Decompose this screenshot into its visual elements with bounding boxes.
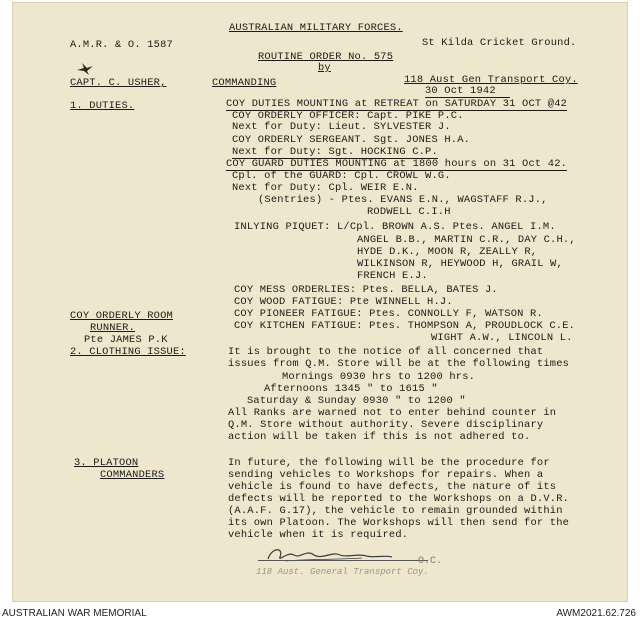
duty-line: Next for Duty: Sgt. HOCKING C.P. — [232, 146, 438, 158]
duty-line: Next for Duty: Lieut. SYLVESTER J. — [232, 121, 451, 133]
duty-line: HYDE D.K., MOON R, ZEALLY R, — [357, 246, 538, 258]
platoon-line: vehicle is found to have defects, the nature of its — [228, 481, 557, 493]
platoon-heading: 3. PLATOON — [74, 457, 139, 469]
duty-line: COY KITCHEN FATIGUE: Ptes. THOMPSON A, PROUDLOCK C.E. — [234, 320, 576, 332]
hand-mark-icon — [76, 62, 94, 76]
runner-label-2: RUNNER. — [90, 322, 136, 334]
order-date: 30 Oct 1942 — [425, 86, 510, 98]
duty-line: ANGEL B.B., MARTIN C.R., DAY C.H., — [357, 234, 576, 246]
footer-accession: AWM2021.62.726 — [556, 608, 636, 619]
platoon-heading-2: COMMANDERS — [100, 469, 165, 481]
platoon-line: In future, the following will be the procedure for — [228, 457, 550, 469]
duty-line: COY MESS ORDERLIES: Ptes. BELLA, BATES J. — [234, 284, 498, 296]
platoon-line: its own Platoon. The Workshops will then send for the — [228, 517, 570, 529]
unit-name: 118 Aust Gen Transport Coy. — [404, 74, 578, 86]
duty-line: (Sentries) - Ptes. EVANS E.N., WAGSTAFF R.J., — [258, 194, 548, 206]
clothing-line: All Ranks are warned not to enter behind counter in — [228, 407, 557, 419]
duty-line: COY ORDERLY OFFICER: Capt. PIKE P.C. — [232, 110, 464, 122]
platoon-line: defects will be reported to the Workshops on a D.V.R. — [228, 493, 570, 505]
duty-line: Cpl. of the GUARD: Cpl. CROWL W.G. — [232, 170, 451, 182]
clothing-line: Mornings 0930 hrs to 1200 hrs. — [282, 371, 476, 383]
duty-line: COY PIONEER FATIGUE: Ptes. CONNOLLY F, WATSON R. — [234, 308, 543, 320]
platoon-line: vehicle when it is required. — [228, 529, 409, 541]
signature-line — [258, 560, 428, 561]
footer-source: AUSTRALIAN WAR MEMORIAL — [2, 608, 147, 619]
commanding-officer: CAPT. C. USHER, — [70, 77, 167, 89]
document-title: AUSTRALIAN MILITARY FORCES. — [229, 22, 403, 34]
duty-line: WIGHT A.W., LINCOLN L. — [431, 332, 573, 344]
unit-stamp: 118 Aust. General Transport Coy. — [256, 567, 429, 577]
order-number: ROUTINE ORDER No. 575 — [258, 51, 394, 63]
clothing-line: It is brought to the notice of all concerned that — [228, 346, 544, 358]
duty-line: Next for Duty: Cpl. WEIR E.N. — [232, 182, 419, 194]
duty-line: RODWELL C.I.H — [367, 206, 451, 218]
signature-icon — [262, 543, 422, 565]
runner-name: Pte JAMES P.K — [84, 334, 168, 346]
duty-line: COY WOOD FATIGUE: Pte WINNELL H.J. — [234, 296, 453, 308]
runner-label: COY ORDERLY ROOM — [70, 310, 173, 322]
clothing-line: action will be taken if this is not adhered to. — [228, 431, 531, 443]
platoon-line: (A.A.F. G.17), the vehicle to remain grounded within — [228, 505, 563, 517]
duty-line: WILKINSON R, HEYWOOD H, GRAIL W, — [357, 258, 563, 270]
clothing-line: Afternoons 1345 " to 1615 " — [264, 383, 438, 395]
duty-line: COY DUTIES MOUNTING at RETREAT on SATURDAY 31 OCT @42 — [226, 98, 568, 110]
order-by: by — [318, 62, 331, 74]
duty-line: COY GUARD DUTIES MOUNTING at 1800 hours on 31 Oct 42. — [226, 158, 568, 170]
duty-line: INLYING PIQUET: L/Cpl. BROWN A.S. Ptes. ANGEL I.M. — [234, 221, 556, 233]
duties-heading: 1. DUTIES. — [70, 100, 135, 112]
oc-label: O.C. — [418, 556, 443, 567]
clothing-line: issues from Q.M. Store will be at the following times — [228, 358, 570, 370]
platoon-line: sending vehicles to Workshops for repairs. When a — [228, 469, 544, 481]
location: St Kilda Cricket Ground. — [422, 37, 577, 49]
officer-role: COMMANDING — [212, 77, 277, 89]
reference-number: A.M.R. & O. 1587 — [70, 39, 173, 51]
duty-line: FRENCH E.J. — [357, 270, 428, 282]
clothing-heading: 2. CLOTHING ISSUE: — [70, 346, 186, 358]
clothing-line: Q.M. Store without authority. Severe disciplinary — [228, 419, 544, 431]
duty-line: COY ORDERLY SERGEANT. Sgt. JONES H.A. — [232, 134, 471, 146]
clothing-line: Saturday & Sunday 0930 " to 1200 " — [247, 395, 466, 407]
